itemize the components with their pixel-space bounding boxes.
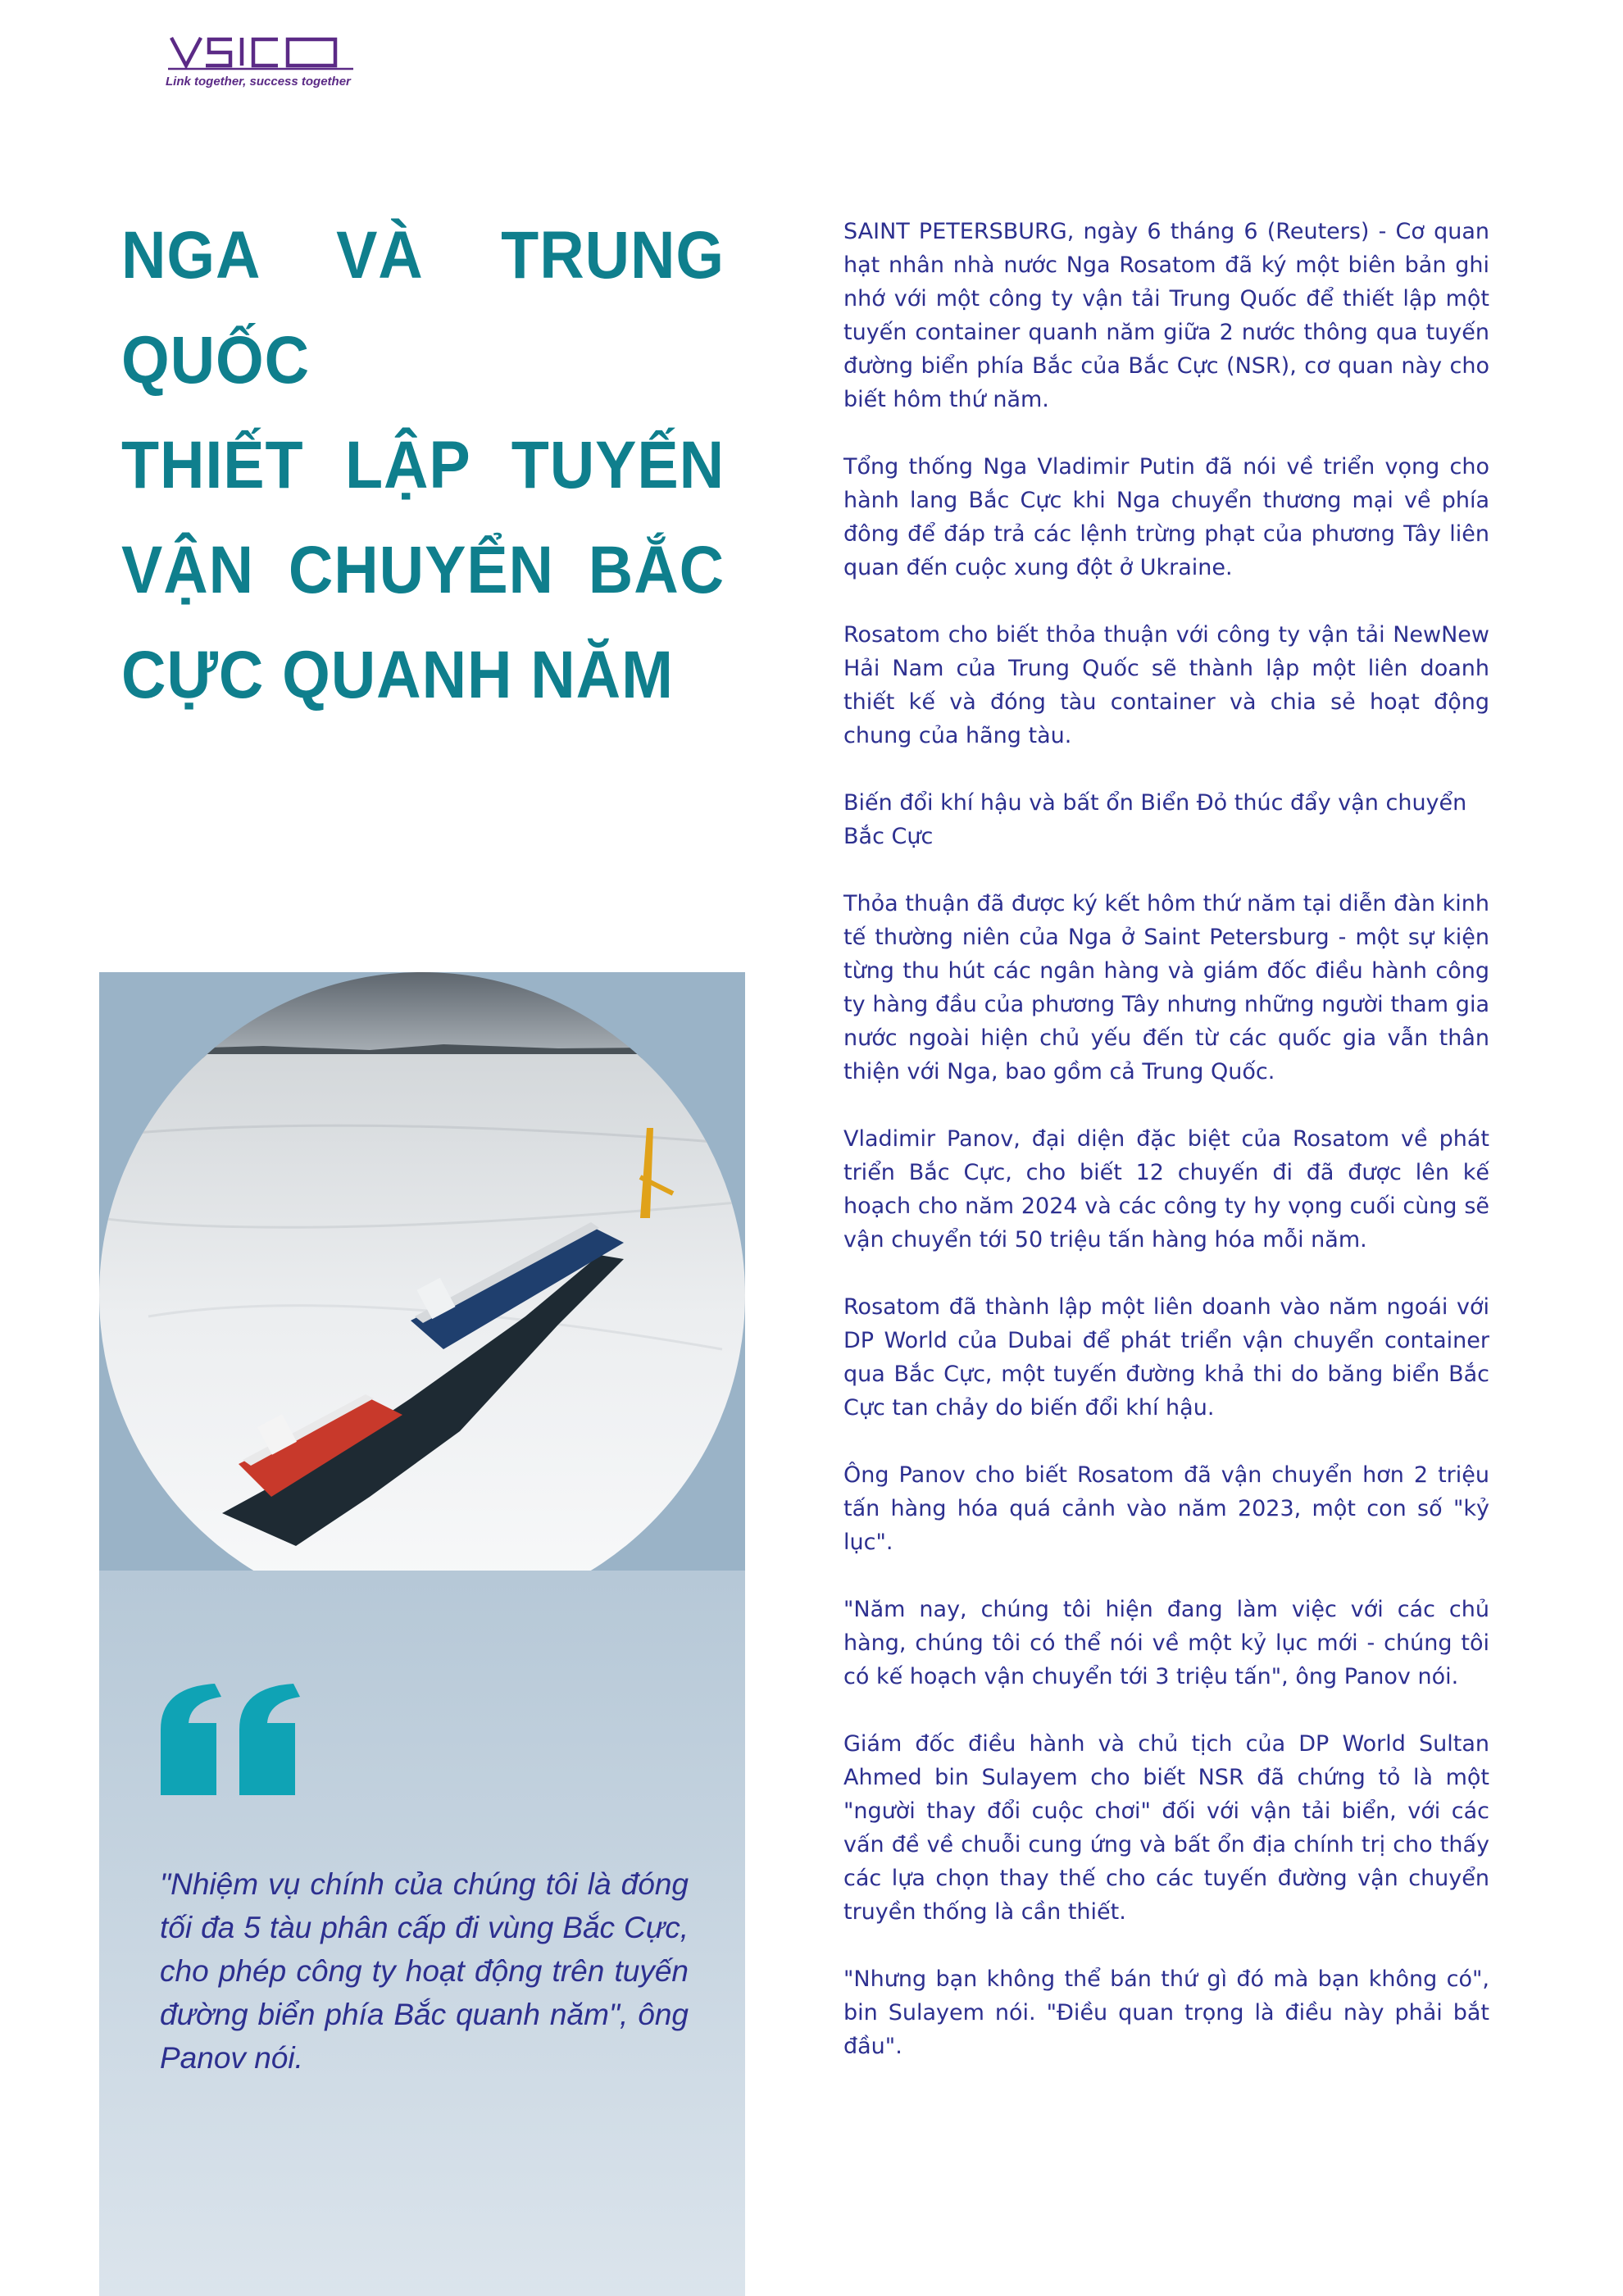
brand-tagline: Link together, success together bbox=[166, 75, 351, 89]
quote-mark-icon bbox=[157, 1680, 309, 1812]
article-paragraph-11: "Nhưng bạn không thể bán thứ gì đó mà bạn không có", bin Sulayem nói. "Điều quan trọng là điều này phải bắt đầu". bbox=[843, 1966, 1489, 2059]
ship-photo bbox=[99, 972, 745, 1571]
article-paragraph-2: Tổng thống Nga Vladimir Putin đã nói về triển vọng cho hành lang Bắc Cực khi Nga chuyển thương mại về phía đông để đáp trả các lệnh trừng phạt của phương Tây liên quan đến cuộc xung đột ở Ukraine. bbox=[843, 454, 1489, 580]
article-paragraph-7: Rosatom đã thành lập một liên doanh vào năm ngoái với DP World của Dubai để phát triển vận chuyển container qua Bắc Cực, một tuyến đường khả thi do băng biển Bắc Cực tan chảy do biến đổi khí hậu. bbox=[843, 1294, 1489, 1421]
article-title bbox=[121, 203, 725, 728]
article-paragraph-8: Ông Panov cho biết Rosatom đã vận chuyển hơn 2 triệu tấn hàng hóa quá cảnh vào năm 2023, một con số "kỷ lục". bbox=[843, 1462, 1489, 1555]
icebreaker-ship-photo-icon bbox=[99, 972, 745, 1571]
title-line-3: VẬN CHUYỂN BẮC bbox=[121, 533, 725, 607]
article-paragraph-10: Giám đốc điều hành và chủ tịch của DP World Sultan Ahmed bin Sulayem cho biết NSR đã chứng tỏ là một "người thay đổi cuộc chơi" đối với vận tải biển, với các vấn đề về chuỗi cung ứng và bất ổn địa chính trị cho thấy các lựa chọn thay thế cho các tuyến đường vận chuyển truyền thống là cần thiết. bbox=[843, 1731, 1489, 1925]
article-paragraph-3: Rosatom cho biết thỏa thuận với công ty vận tải NewNew Hải Nam của Trung Quốc sẽ thành lập một liên doanh thiết kế và đóng tàu container và chia sẻ hoạt động chung của hãng tàu. bbox=[843, 622, 1489, 748]
article-paragraph-6: Vladimir Panov, đại diện đặc biệt của Rosatom về phát triển Bắc Cực, cho biết 12 chuyến đi đã được lên kế hoạch cho năm 2024 và các công ty hy vọng cuối cùng sẽ vận chuyển tới 50 triệu tấn hàng hóa mỗi năm. bbox=[843, 1126, 1489, 1253]
article-paragraph-9: "Năm nay, chúng tôi hiện đang làm việc với các chủ hàng, chúng tôi có thể nói về một kỷ lục mới - chúng tôi có kế hoạch vận chuyển tới 3 triệu tấn", ông Panov nói. bbox=[843, 1597, 1489, 1689]
title-line-1: NGA VÀ TRUNG QUỐC bbox=[121, 218, 725, 398]
article-paragraph-1: SAINT PETERSBURG, ngày 6 tháng 6 (Reuters) - Cơ quan hạt nhân nhà nước Nga Rosatom đã ký một biên bản ghi nhớ với một công ty vận tải Trung Quốc để thiết lập một tuyến container quanh năm giữa 2 nước thông qua tuyến đường biển phía Bắc của Bắc Cực (NSR), cơ quan này cho biết hôm thứ năm. bbox=[843, 219, 1489, 412]
pull-quote: "Nhiệm vụ chính của chúng tôi là đóng tối đa 5 tàu phân cấp đi vùng Bắc Cực, cho phép công ty hoạt động trên tuyến đường biển phía Bắc quanh năm", ông Panov nói. bbox=[160, 1867, 689, 2075]
title-line-2: THIẾT LẬP TUYẾN bbox=[121, 428, 725, 502]
article-paragraph-4: Biến đổi khí hậu và bất ổn Biển Đỏ thúc đẩy vận chuyển Bắc Cực bbox=[843, 790, 1467, 849]
title-line-4: CỰC QUANH NĂM bbox=[121, 638, 674, 712]
article-body bbox=[843, 215, 1489, 2097]
article-paragraph-5: Thỏa thuận đã được ký kết hôm thứ năm tại diễn đàn kinh tế thường niên của Nga ở Saint Petersburg - một sự kiện từng thu hút các ngân hàng và giám đốc điều hành công ty hàng đầu của phương Tây nhưng những người tham gia nước ngoài hiện chủ yếu đến từ các quốc gia vẫn thân thiện với Nga, bao gồm cả Trung Quốc. bbox=[843, 891, 1489, 1084]
vsico-logo-icon bbox=[168, 33, 357, 72]
